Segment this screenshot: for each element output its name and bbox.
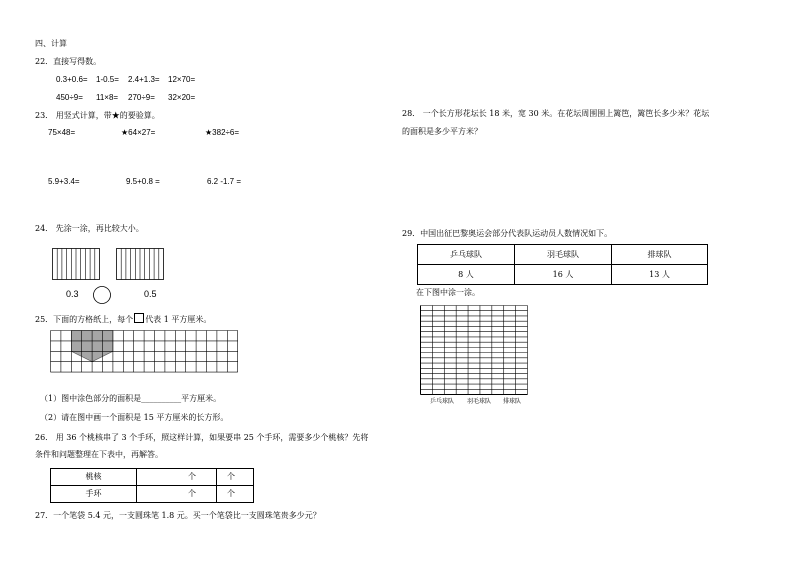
q22-item: 1-0.5= [96,75,119,84]
q25-title [35,313,211,324]
q25-sub2: （2）请在图中画一个面积是 15 平方厘米的长方形。 [40,413,229,422]
section-title: 四、计算 [35,39,67,48]
q29-header: 排球队 [612,245,708,265]
q26-line2: 条件和问题整理在下表中，再解答。 [35,450,163,459]
q23-item: 75×48= [48,128,76,137]
q22-item: 32×20= [168,93,196,102]
square-grid[interactable] [50,330,238,385]
q28-line1: 28． 一个长方形花坛长 18 米，宽 30 米。在花坛周围围上篱笆，篱笆长多少米？花坛 [402,109,710,118]
q23-item: 9.5+0.8 = [126,177,160,186]
q23-item: ★64×27= [121,128,156,137]
q26-cell: 手环 [51,486,137,503]
q29-value: 8 人 [418,265,515,285]
q22-item: 270÷9= [128,93,155,102]
q23-title: 23． 用竖式计算，带★的要验算。 [35,111,160,120]
q23-item: ★382÷6= [205,128,240,137]
q29-value: 13 人 [612,265,708,285]
q29-table [417,244,708,285]
q26-table [50,468,254,503]
q29-axis-label: 乒乓球队 [430,398,455,405]
q27-text: 27．一个笔袋 5.4 元，一支圆珠笔 1.8 元。买一个笔袋比一支圆珠笔贵多少元？ [35,511,321,520]
q29-header: 乒乓球队 [418,245,515,265]
q25-sub1: （1）图中涂色部分的面积是__________平方厘米。 [40,394,222,403]
q23-item: 5.9+3.4= [48,177,80,186]
q26-cell[interactable]: 个 [137,486,217,503]
q24-right-value: 0.5 [144,289,157,299]
q22-item: 450÷9= [56,93,83,102]
q26-cell[interactable]: 个 [217,486,254,503]
q28-line2: 的面积是多少平方米？ [402,127,482,136]
q22-item: 2.4+1.3= [128,75,160,84]
q26-cell[interactable]: 个 [217,469,254,486]
q26-cell: 桃核 [51,469,137,486]
q24-left-value: 0.3 [66,289,79,299]
q29-axis-label: 羽毛球队 [467,398,492,405]
q22-item: 12×70= [168,75,196,84]
q29-header: 羽毛球队 [515,245,612,265]
q26-cell[interactable]: 个 [137,469,217,486]
q22-item: 0.3+0.6= [56,75,88,84]
q24-title: 24． 先涂一涂，再比较大小。 [35,224,144,233]
stripe-box-left[interactable] [52,248,100,280]
q26-line1: 26． 用 36 个桃核串了 3 个手环，照这样计算，如果要串 25 个手环，需要多少个桃核？先将 [35,433,369,442]
q25-title-suffix: 代表 1 平方厘米。 [145,315,212,324]
q29-axis-label: 排球队 [503,398,522,405]
unit-square-icon [134,313,144,323]
stripe-box-right[interactable] [116,248,164,280]
compare-circle[interactable] [92,285,112,305]
q22-item: 11×8= [96,93,119,102]
bar-fill-grid[interactable] [420,305,528,395]
q25-title-text: 25．下面的方格纸上，每个 [35,315,134,324]
q29-title: 29．中国出征巴黎奥运会部分代表队运动员人数情况如下。 [402,229,613,238]
q29-instruction: 在下图中涂一涂。 [416,288,480,297]
q22-title: 22．直接写得数。 [35,57,102,66]
q23-item: 6.2 -1.7 = [207,177,242,186]
q29-value: 16 人 [515,265,612,285]
